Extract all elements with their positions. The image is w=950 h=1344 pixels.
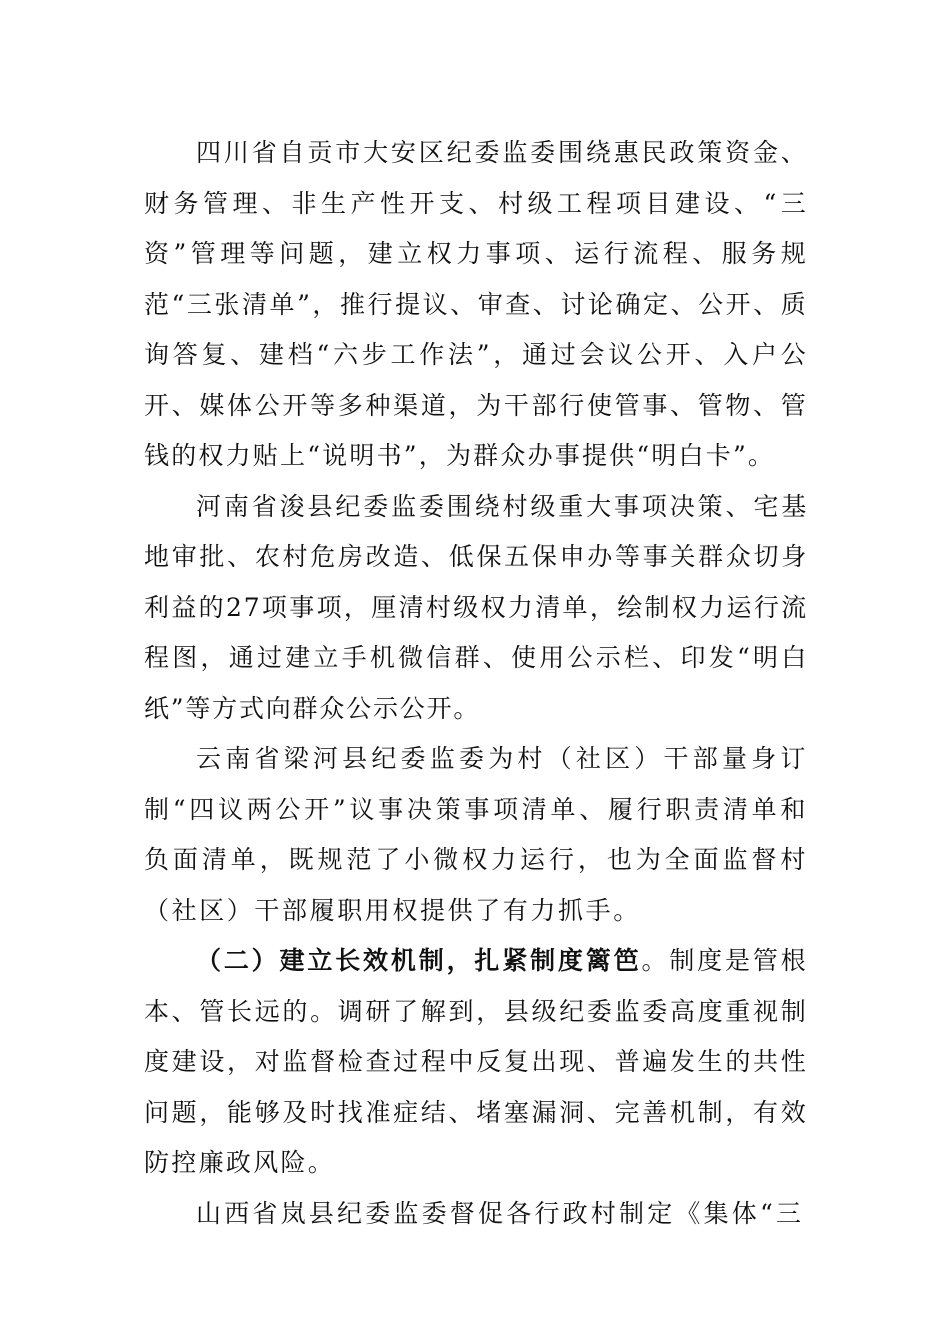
section-heading: （二）建立长效机制，扎紧制度篱笆 — [196, 946, 642, 975]
paragraph-lianghe-county — [144, 734, 808, 936]
paragraph-lan-county — [144, 1189, 808, 1240]
paragraph-dongan-district — [144, 128, 808, 482]
paragraph-section-two — [144, 936, 808, 1189]
paragraph-text: 河南省浚县纪委监委围绕村级重大事项决策、宅基地审批、农村危房改造、低保五保申办等事关群众切身利益的27项事项，厘清村级权力清单，绘制权力运行流程图，通过建立手机微信群、使用公示栏、印发“明白纸”等方式向群众公示公开。 — [144, 491, 808, 723]
paragraph-text: 四川省自贡市大安区纪委监委围绕惠民政策资金、财务管理、非生产性开支、村级工程项目建设、“三资”管理等问题，建立权力事项、运行流程、服务规范“三张清单”，推行提议、审查、讨论确定、公开、质询答复、建档“六步工作法”，通过会议公开、入户公开、媒体公开等多种渠道，为干部行使管事、管物、管钱的权力贴上“说明书”，为群众办事提供“明白卡”。 — [144, 138, 808, 470]
paragraph-text: 制度是管根本、管长远的。调研了解到，县级纪委监委高度重视制度建设，对监督检查过程中反复出现、普遍发生的共性问题，能够及时找准症结、堵塞漏洞、完善机制，有效防控廉政风险。 — [144, 946, 808, 1177]
paragraph-text: 山西省岚县纪委监委督促各行政村制定《集体“三 — [196, 1198, 805, 1228]
paragraph-xun-county — [144, 482, 808, 735]
document-body — [144, 128, 808, 1239]
paragraph-text: 云南省梁河县纪委监委为村（社区）干部量身订制“四议两公开”议事决策事项清单、履行职责清单和负面清单，既规范了小微权力运行，也为全面监督村（社区）干部履职用权提供了有力抓手。 — [144, 744, 808, 925]
section-heading-end: 。 — [641, 946, 670, 975]
